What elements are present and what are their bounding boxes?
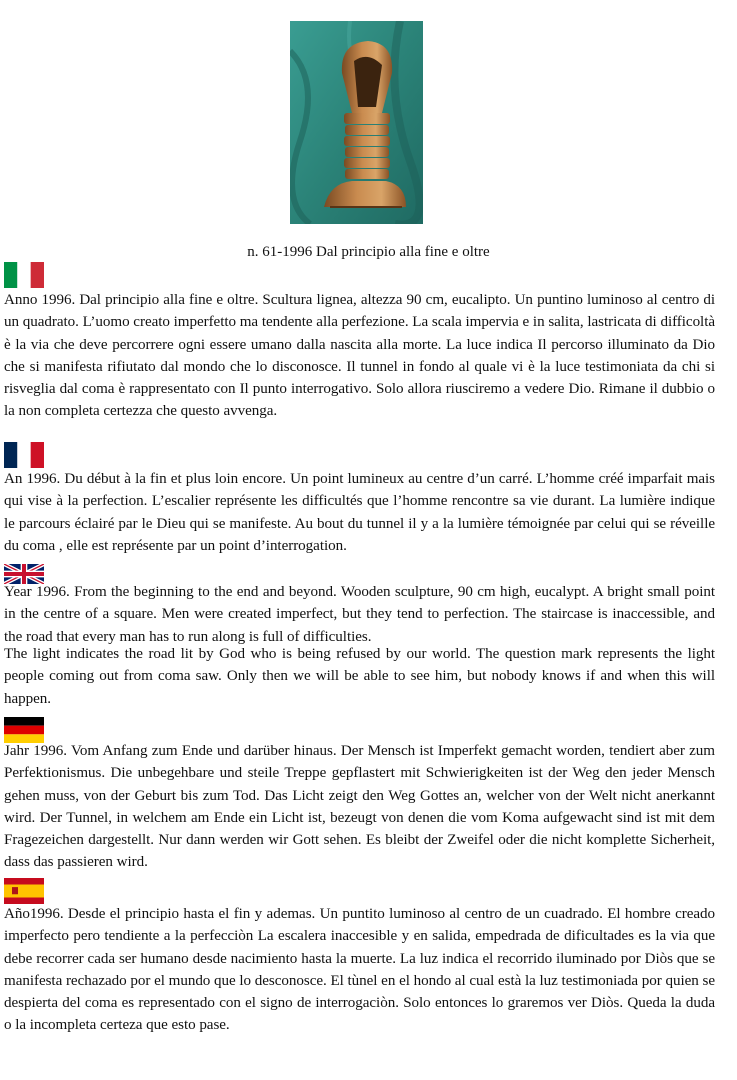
italy-flag-icon xyxy=(4,262,44,288)
spain-flag-icon xyxy=(4,878,44,904)
sculpture-image xyxy=(290,21,423,224)
sculpture-photo xyxy=(290,21,423,224)
spanish-description: Año1996. Desde el principio hasta el fin y ademas. Un puntito luminoso al centro de un cuadrado. El hombre creado imperfecto pero tendiente a la perfecciòn La escalera inaccesible y en salida, empedrada de dificultades es la via que debe recorrer cada ser humano desde nacimiento hasta la muerte. La luz indica el recorrido iluminado por Diòs que se manifesta rechazado por el mundo que lo desconosce. El tùnel en el hondo al cual està la luz testimoniada por quien se despierta del coma es representado con el signo de interrogaciòn. Solo entonces lo graremos ver Diòs. Queda la duda o la incompleta certeza que esto pase. xyxy=(4,906,715,1034)
german-description: Jahr 1996. Vom Anfang zum Ende und darüber hinaus. Der Mensch ist Imperfekt gemacht worden, tendiert aber zum Perfektionismus. Die unbegehbare und steile Treppe gepflastert mit Schwierigkeiten ist der Weg den jeder Mensch gehen muss, von der Geburt bis zum Tod. Das Licht zeigt den Weg Gottes an, welcher von der Welt nicht anerkannt wird. Der Tunnel, in welchem am Ende ein Licht ist, bezeugt von denen die vom Koma aufgewacht sind ist mit dem Fragezeichen dargestellt. Nur dann werden wir Gott sehen. Es bleibt der Zweifel oder die nicht komplette Sicherheit, dass das passieren wird. xyxy=(4,743,715,871)
italian-description: Anno 1996. Dal principio alla fine e oltre. Scultura lignea, altezza 90 cm, eucalipto. Un puntino luminoso al centro di un quadrato. L’uomo creato imperfetto ma tendente alla perfezione. La scala impervia e in salita, lastricata di difficoltà è la via che deve percorrere ogni essere umano dalla nascita alla morte. La luce indica Il percorso illuminato da Dio che si manifesta rifiutato dal mondo che lo disconosce. Il tunnel in fondo al quale vi è la luce testimoniata da chi si risveglia dal coma è rappresentato con Il punto interrogativo. Solo allora riusciremo a vedere Dio. Rimane il dubbio o la non completa certezza che questo avvenga. xyxy=(4,292,715,420)
france-flag-icon xyxy=(4,442,44,468)
artwork-caption: n. 61-1996 Dal principio alla fine e oltre xyxy=(247,244,490,260)
english-description-2: The light indicates the road lit by God who is being refused by our world. The question mark represents the light people coming out from coma saw. Only then we will be able to see him, but nobody knows if and when this will happen. xyxy=(4,646,715,707)
english-description-1: Year 1996. From the beginning to the end and beyond. Wooden sculpture, 90 cm high, eucalypt. A bright small point in the centre of a square. Men were created imperfect, but they tend to perfection. The staircase is inaccessible, and the road that every man has to run along is full of difficulties. xyxy=(4,584,715,645)
french-description: An 1996. Du début à la fin et plus loin encore. Un point lumineux au centre d’un carré. L’homme créé imparfait mais qui vise à la perfection. L’escalier représente les difficultés que l’homme rencontre sa vie durant. La lumière indique le parcours éclairé par le Dieu qui se manifeste. Au bout du tunnel il y a la lumière témoignée par celui qui se réveille du coma , elle est représente par un point d’interrogation. xyxy=(4,471,715,554)
